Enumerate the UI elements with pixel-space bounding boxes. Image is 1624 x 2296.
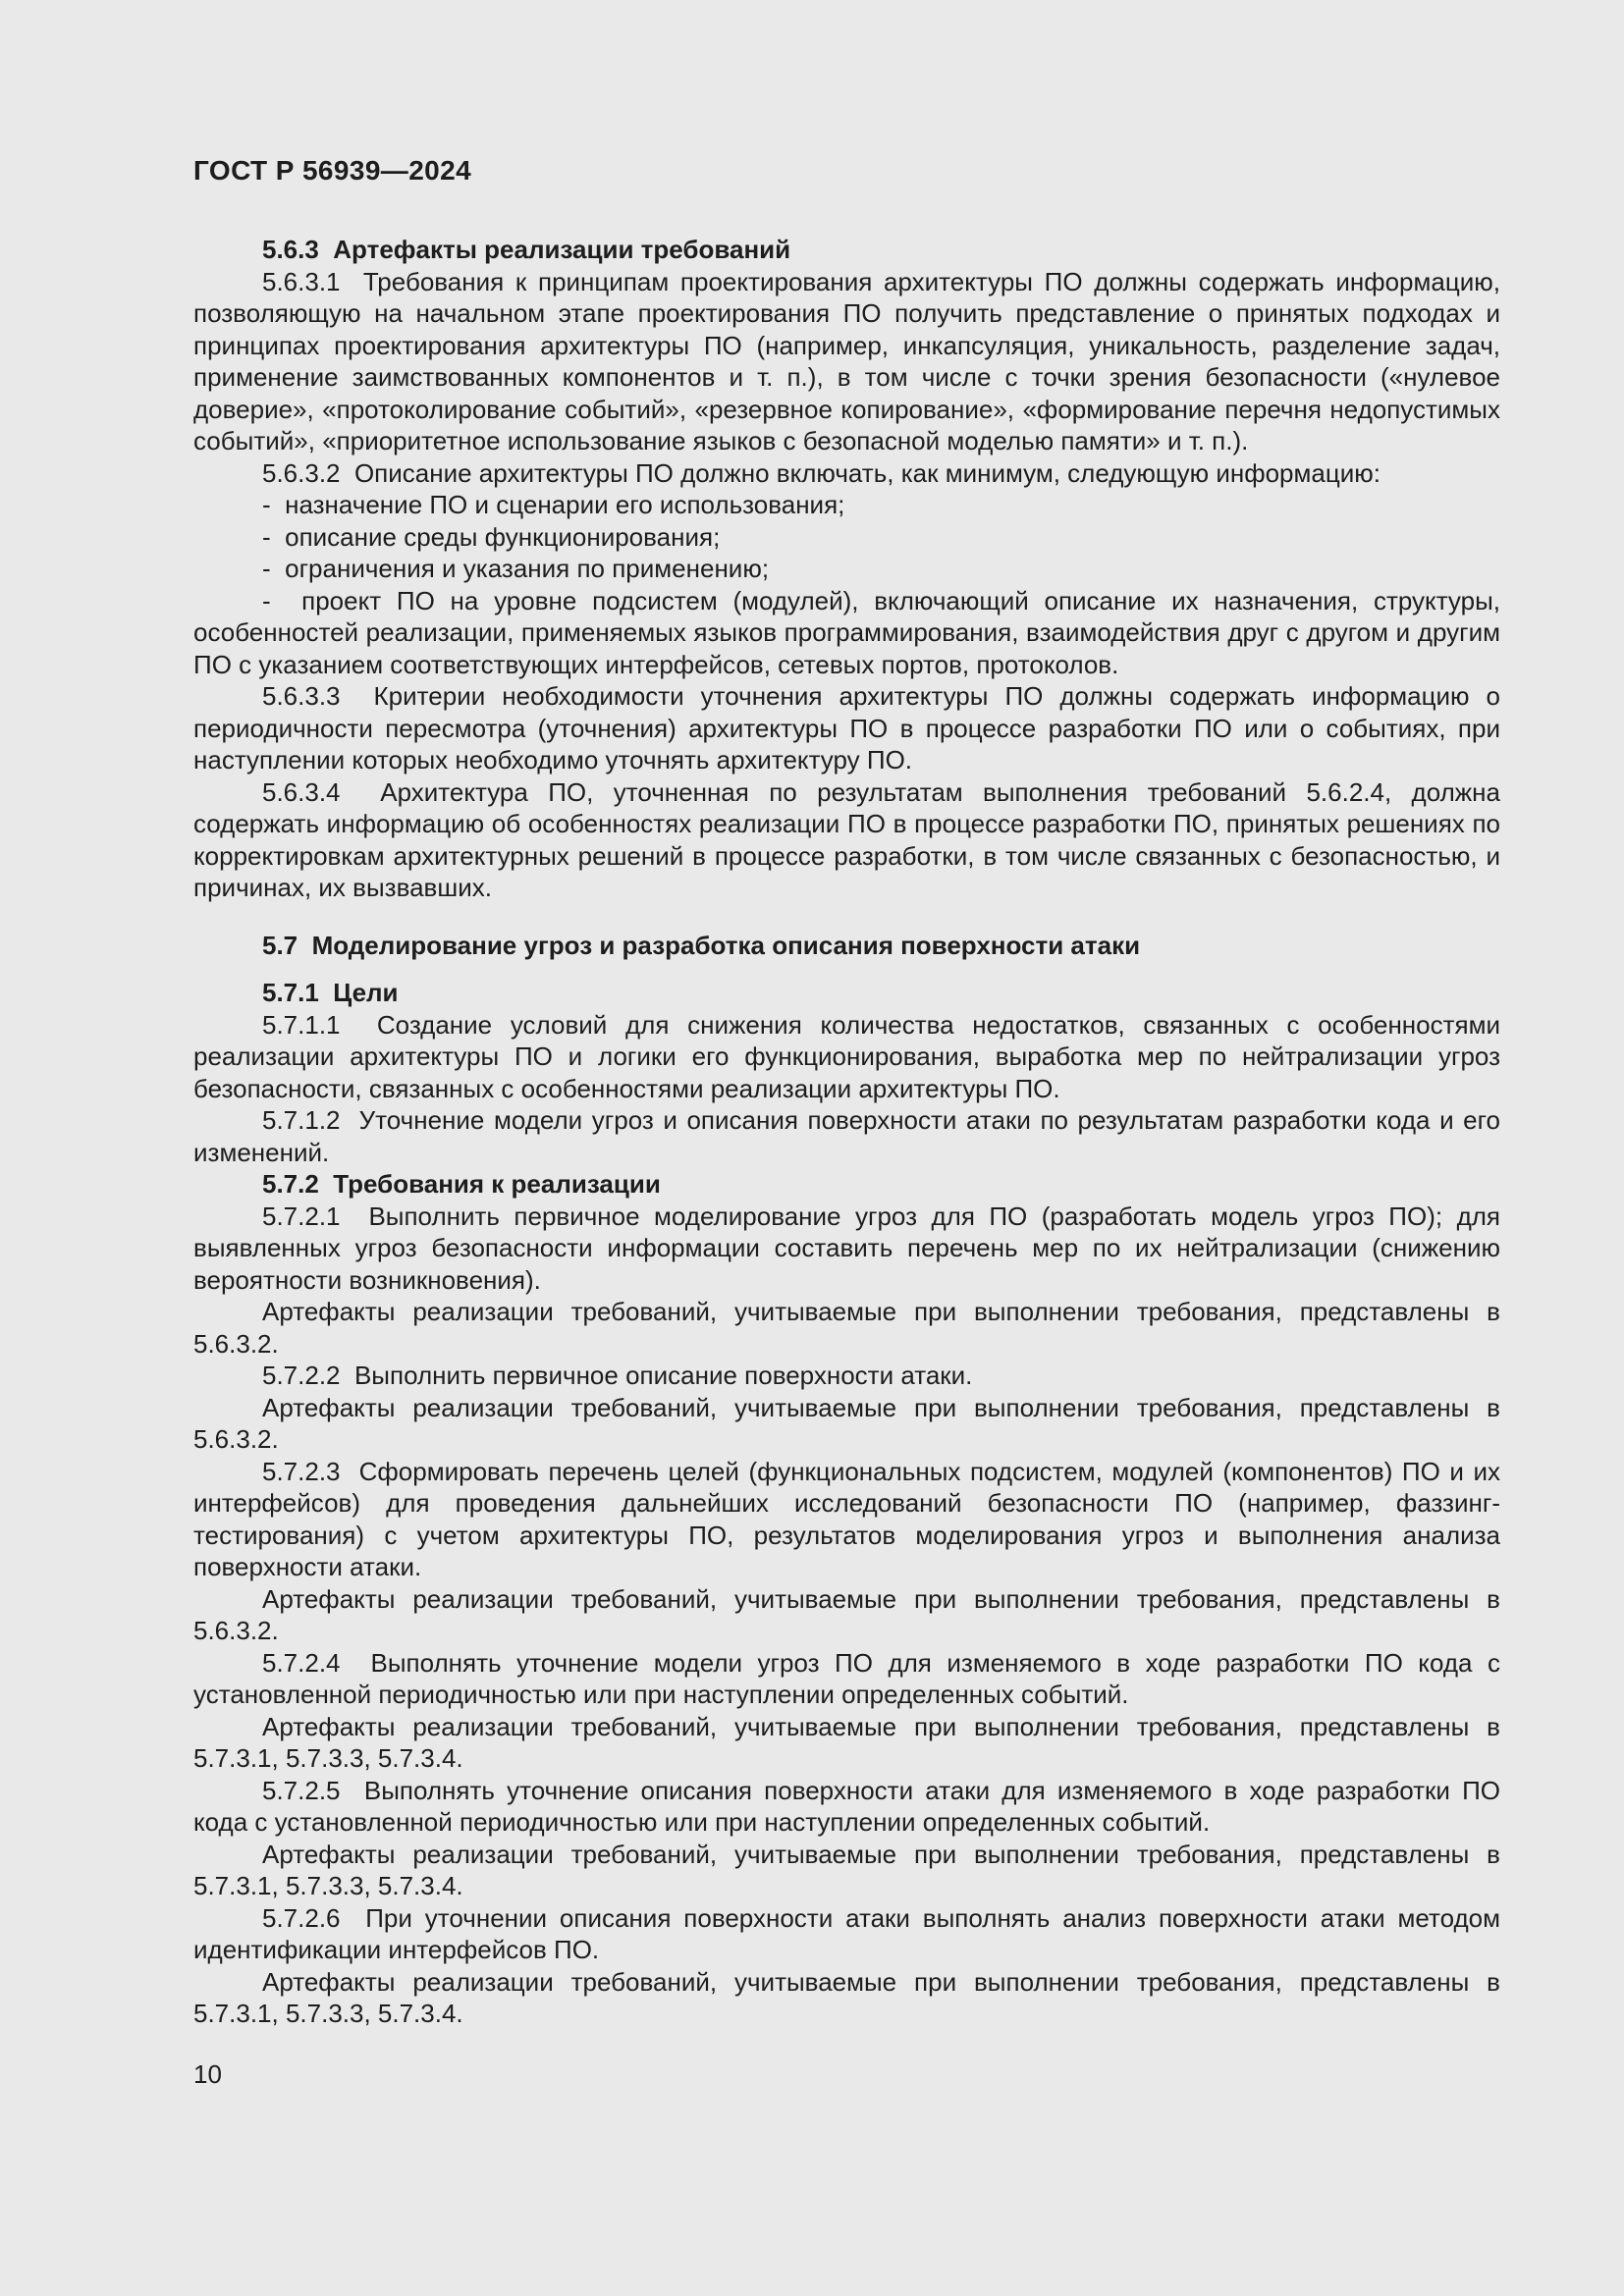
paragraph: 5.7.2.1 Выполнить первичное моделирование угроз для ПО (разработать модель угроз ПО); для выявленных угроз безопасности информации составить перечень мер по их нейтрализации (снижению вероятности возникновения). [193, 1201, 1500, 1295]
paragraph: 5.6.3.4 Архитектура ПО, уточненная по результатам выполнения требований 5.6.2.4, должна содержать информацию об особенностях реализации ПО в процессе разработки ПО, принятых решениях по корректировкам архитектурных решений в процессе разработки, в том числе связанных с безопасностью, и причинах, их вызвавших. [193, 776, 1500, 902]
section-heading: 5.7.1 Цели [262, 978, 399, 1007]
list-item: - описание среды функционирования; [262, 521, 721, 552]
paragraph: 5.7.2.3 Сформировать перечень целей (функциональных подсистем, модулей (компонентов) ПО и их интерфейсов) для проведения дальнейших исследований безопасности ПО (например, фаззинг-тестирования) с учетом архитектуры ПО, результатов моделирования угроз и выполнения анализа поверхности атаки. [193, 1456, 1500, 1581]
paragraph: 5.7.2.6 При уточнении описания поверхности атаки выполнять анализ поверхности атаки методом идентификации интерфейсов ПО. [193, 1902, 1500, 1964]
paragraph: 5.7.1.2 Уточнение модели угроз и описания поверхности атаки по результатам разработки кода и его изменений. [193, 1105, 1500, 1167]
paragraph: 5.6.3.3 Критерии необходимости уточнения архитектуры ПО должны содержать информацию о периодичности пересмотра (уточнения) архитектуры ПО в процессе разработки ПО или о событиях, при наступлении которых необходимо уточнять архитектуру ПО. [193, 681, 1500, 774]
section-heading: 5.7.2 Требования к реализации [262, 1169, 661, 1199]
paragraph: 5.7.2.5 Выполнять уточнение описания поверхности атаки для изменяемого в ходе разработки ПО кода с установленной периодичностью или при наступлении определенных событий. [193, 1775, 1500, 1837]
chapter-heading: 5.7 Моделирование угроз и разработка описания поверхности атаки [262, 930, 1141, 960]
paragraph: Артефакты реализации требований, учитываемые при выполнении требования, представлены в 5.6.3.2. [193, 1392, 1500, 1454]
paragraph: 5.7.2.2 Выполнить первичное описание поверхности атаки. [262, 1361, 973, 1390]
paragraph: 5.6.3.1 Требования к принципам проектирования архитектуры ПО должны содержать информацию, позволяющую на начальном этапе проектирования ПО получить представление о принятых подходах и принципах проектирования архитектуры ПО (например, инкапсуляция, уникальность, разделение задач, применение заимствованных компонентов и т. п.), в том числе с точки зрения безопасности («нулевое доверие», «протоколирование событий», «резервное копирование», «формирование перечня недопустимых событий», «приоритетное использование языков с безопасной моделью памяти» и т. п.). [193, 266, 1500, 455]
paragraph: Артефакты реализации требований, учитываемые при выполнении требования, представлены в 5.7.3.1, 5.7.3.3, 5.7.3.4. [193, 1711, 1500, 1773]
paragraph: 5.6.3.2 Описание архитектуры ПО должно включать, как минимум, следующую информацию: [262, 457, 1380, 488]
list-item: - назначение ПО и сценарии его использования; [262, 490, 845, 519]
paragraph: Артефакты реализации требований, учитываемые при выполнении требования, представлены в 5.6.3.2. [193, 1297, 1500, 1359]
paragraph: Артефакты реализации требований, учитываемые при выполнении требования, представлены в 5.6.3.2. [193, 1583, 1500, 1645]
paragraph: Артефакты реализации требований, учитываемые при выполнении требования, представлены в 5.7.3.1, 5.7.3.3, 5.7.3.4. [193, 1839, 1500, 1900]
standard-number-header: ГОСТ Р 56939—2024 [193, 155, 472, 186]
paragraph: 5.7.1.1 Создание условий для снижения количества недостатков, связанных с особенностями реализации архитектуры ПО и логики его функционирования, выработка мер по нейтрализации угроз безопасности, связанных с особенностями реализации архитектуры ПО. [193, 1009, 1500, 1103]
paragraph: 5.7.2.4 Выполнять уточнение модели угроз ПО для изменяемого в ходе разработки ПО кода с установленной периодичностью или при наступлении определенных событий. [193, 1647, 1500, 1709]
section-heading: 5.6.3 Артефакты реализации требований [262, 235, 791, 264]
list-item: - ограничения и указания по применению; [262, 554, 770, 583]
document-body [193, 234, 1500, 2030]
list-item: - проект ПО на уровне подсистем (модулей), включающий описание их назначения, структуры, особенностей реализации, применяемых языков программирования, взаимодействия друг с другом и другим ПО с указанием соответствующих интерфейсов, сетевых портов, протоколов. [193, 585, 1500, 679]
page-number: 10 [193, 2059, 222, 2089]
paragraph: Артефакты реализации требований, учитываемые при выполнении требования, представлены в 5.7.3.1, 5.7.3.3, 5.7.3.4. [193, 1966, 1500, 2028]
